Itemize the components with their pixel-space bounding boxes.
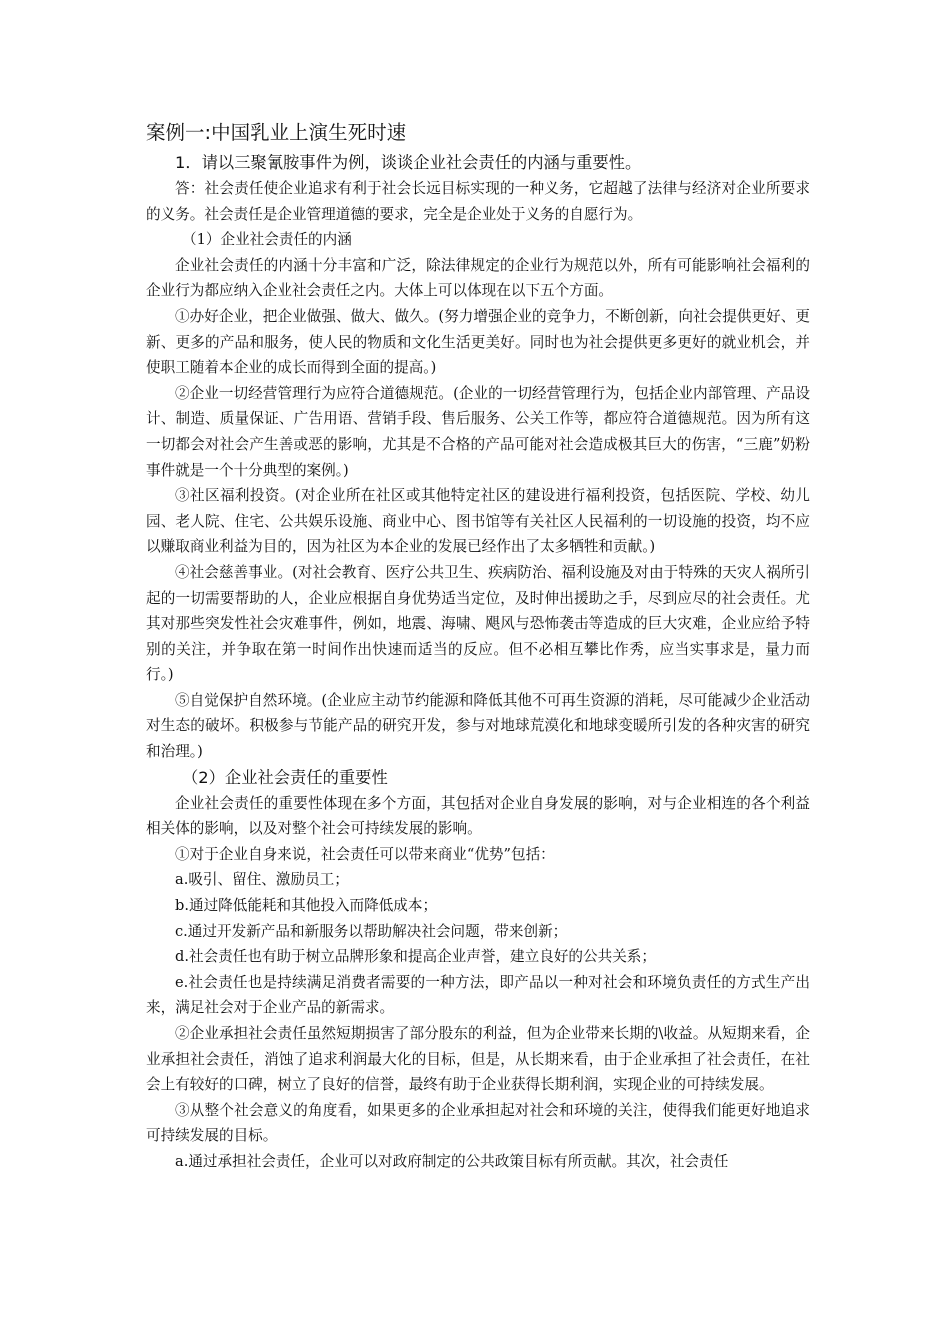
section2-list-item: d.社会责任也有助于树立品牌形象和提高企业声誉，建立良好的公共关系； [175, 948, 656, 966]
section2-list-item: e.社会责任也是持续满足消费者需要的一种方法，即产品以一种对社会和环境负责任的方式生产出来，满足社会对于企业产品的新需求。 [146, 973, 810, 1017]
section2-paragraph: ③从整个社会意义的角度看，如果更多的企业承担起对社会和环境的关注，使得我们能更好地追求可持续发展的目标。 [146, 1101, 810, 1145]
section2-paragraph: 企业社会责任的重要性体现在多个方面，其包括对企业自身发展的影响，对与企业相连的各个利益相关体的影响，以及对整个社会可持续发展的影响。 [146, 794, 810, 838]
section2-list-item: b.通过降低能耗和其他投入而降低成本； [175, 897, 438, 915]
section2-list-item: a.通过承担社会责任，企业可以对政府制定的公共政策目标有所贡献。其次，社会责任 [175, 1152, 729, 1170]
section2-paragraph: ①对于企业自身来说，社会责任可以带来商业“优势”包括： [175, 845, 555, 863]
section1-paragraph: ④社会慈善事业。(对社会教育、医疗公共卫生、疾病防治、福利设施及对由于特殊的天灾人祸所引起的一切需要帮助的人，企业应根据自身优势适当定位，及时伸出援助之手，尽到应尽的社会责任。尤其对那些突发性社会灾难事件，例如，地震、海啸、飓风与恐怖袭击等造成的巨大灾难，企业应给予特别的关注，并争取在第一时间作出快速而适当的反应。但不必相互攀比作秀，应当实事求是，量力而行。) [146, 563, 810, 684]
section1-paragraph: ③社区福利投资。(对企业所在社区或其他特定社区的建设进行福利投资，包括医院、学校、幼儿园、老人院、住宅、公共娱乐设施、商业中心、图书馆等有关社区人民福利的一切设施的投资，均不应以赚取商业利益为目的，因为社区为本企业的发展已经作出了太多牺牲和贡献。) [146, 487, 810, 556]
answer-intro: 答：社会责任使企业追求有利于社会长远目标实现的一种义务，它超越了法律与经济对企业所要求的义务。社会责任是企业管理道德的要求，完全是企业处于义务的自愿行为。 [146, 180, 810, 223]
question-heading: 1．请以三聚氰胺事件为例，谈谈企业社会责任的内涵与重要性。 [175, 153, 642, 172]
section2-paragraph: ②企业承担社会责任虽然短期损害了部分股东的利益，但为企业带来长期的\收益。从短期来看，企业承担社会责任，消蚀了追求利润最大化的目标，但是，从长期来看，由于企业承担了社会责任，在社会上有较好的口碑，树立了良好的信誉，最终有助于企业获得长期利润，实现企业的可持续发展。 [146, 1025, 810, 1094]
section2-list-item: c.通过开发新产品和新服务以帮助解决社会问题，带来创新； [175, 922, 568, 940]
section1-paragraph: ①办好企业，把企业做强、做大、做久。(努力增强企业的竞争力，不断创新，向社会提供更好、更新、更多的产品和服务，使人民的物质和文化生活更美好。同时也为社会提供更多更好的就业机会，并使职工随着本企业的成长而得到全面的提高。) [146, 307, 810, 377]
section1-heading: （1）企业社会责任的内涵 [182, 231, 352, 249]
section1-paragraph: 企业社会责任的内涵十分丰富和广泛，除法律规定的企业行为规范以外，所有可能影响社会福利的企业行为都应纳入企业社会责任之内。大体上可以体现在以下五个方面。 [146, 256, 810, 300]
document-page [146, 118, 810, 1175]
section2-list-item: a.吸引、留住、激励员工； [175, 871, 349, 889]
section2-heading: （2）企业社会责任的重要性 [182, 767, 388, 787]
section1-paragraph: ⑤自觉保护自然环境。(企业应主动节约能源和降低其他不可再生资源的消耗，尽可能减少企业活动对生态的破坏。积极参与节能产品的研究开发，参与对地球荒漠化和地球变暖所引发的各种灾害的研究和治理。) [146, 691, 810, 761]
section1-paragraph: ②企业一切经营管理行为应符合道德规范。(企业的一切经营管理行为，包括企业内部管理、产品设计、制造、质量保证、广告用语、营销手段、售后服务、公关工作等，都应符合道德规范。因为所有这一切都会对社会产生善或恶的影响，尤其是不合格的产品可能对社会造成极其巨大的伤害，“三鹿”奶粉事件就是一个十分典型的案例。) [146, 384, 810, 479]
document-title: 案例一:中国乳业上演生死时速 [146, 121, 407, 144]
